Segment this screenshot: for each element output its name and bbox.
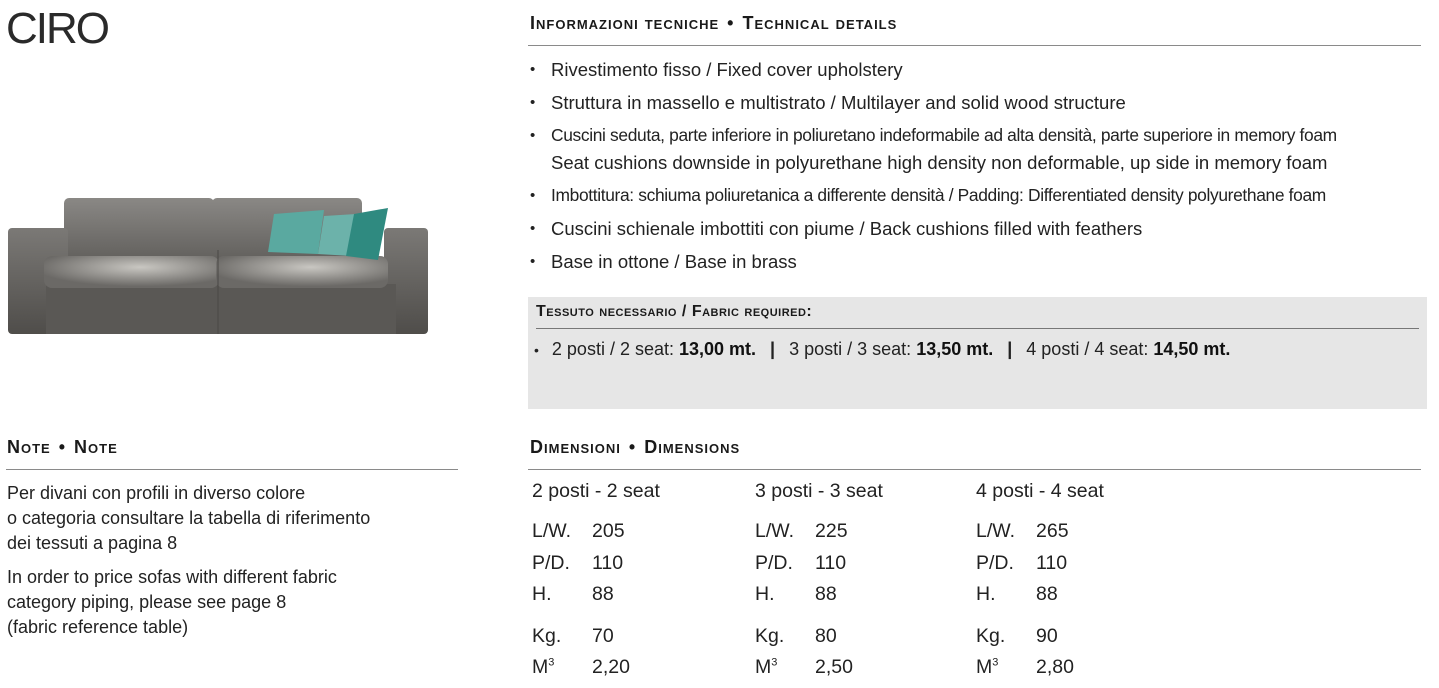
dimension-label: [753, 656, 815, 679]
dimension-row-h: [974, 579, 1184, 611]
dimension-label: L/W.: [532, 520, 572, 543]
heading-separator: •: [628, 437, 637, 457]
list-item-en: Seat cushions downside in polyurethane high density non deformable, up side in memory foam: [551, 152, 1328, 173]
fabric-label-4: 4 posti / 4 seat:: [1026, 339, 1149, 359]
dimension-row-pd: [974, 548, 1184, 580]
fabric-value-4: 14,50 mt.: [1153, 339, 1231, 359]
dimension-value: 110: [815, 551, 847, 574]
list-item: • Base in ottone / Base in brass: [530, 248, 1435, 275]
list-item: • Struttura in massello e multistrato / Multilayer and solid wood structure: [530, 89, 1435, 116]
dimension-row-h: [753, 579, 963, 611]
dimension-row-m3: [753, 652, 963, 684]
technical-heading-it: Informazioni tecniche: [530, 13, 720, 33]
dimension-row-kg: [974, 621, 1184, 653]
note-line: o categoria consultare la tabella di riferimento: [7, 508, 371, 528]
dimension-label-sup: 3: [992, 656, 999, 669]
fabric-value-2: 13,00 mt.: [679, 339, 757, 359]
dimensions-column-header: 4 posti - 4 seat: [976, 480, 1104, 502]
note-rule: [6, 469, 458, 470]
dimensions-column-header: 2 posti - 2 seat: [532, 480, 660, 502]
dimension-label: Kg.: [755, 624, 785, 647]
dimension-row-lw: [974, 516, 1184, 548]
technical-list: [530, 56, 1435, 281]
dimension-label: P/D.: [976, 551, 1014, 574]
note-text: [7, 481, 459, 649]
dimensions-heading-it: Dimensioni: [530, 437, 621, 457]
dimensions-column-4-seat: [974, 480, 1184, 684]
technical-heading-en: Technical details: [742, 13, 898, 33]
sofa-image: [6, 190, 431, 350]
dimension-value: 70: [592, 624, 614, 647]
fabric-separator: |: [1007, 339, 1013, 359]
dimension-row-lw: [753, 516, 963, 548]
heading-separator: •: [58, 437, 67, 457]
dimension-value: 2,80: [1036, 656, 1074, 679]
fabric-line: [534, 339, 1230, 360]
dimension-value: 110: [592, 551, 624, 574]
dimension-label: L/W.: [976, 520, 1016, 543]
dimension-row-pd: [753, 548, 963, 580]
note-line: In order to price sofas with different fabric: [7, 567, 337, 587]
dimension-label-sup: 3: [771, 656, 778, 669]
dimensions-column-3-seat: [753, 480, 963, 684]
dimension-label: H.: [532, 583, 552, 606]
list-item: • Imbottitura: schiuma poliuretanica a differente densità / Padding: Differentiated density polyurethane foam: [530, 182, 1435, 209]
fabric-rule: [536, 328, 1419, 329]
dimensions-heading-en: Dimensions: [644, 437, 741, 457]
dimension-label: L/W.: [755, 520, 795, 543]
note-line: Per divani con profili in diverso colore: [7, 483, 306, 503]
dimension-value: 88: [815, 583, 837, 606]
heading-separator: •: [727, 13, 735, 33]
dimension-value: 2,50: [815, 656, 853, 679]
list-item: • Rivestimento fisso / Fixed cover upholstery: [530, 56, 1435, 83]
dimension-label: H.: [976, 583, 996, 606]
list-item: [530, 122, 1435, 176]
fabric-separator: |: [770, 339, 776, 359]
dimension-label: Kg.: [976, 624, 1006, 647]
dimension-label-m: M: [976, 656, 993, 679]
dimension-label: P/D.: [755, 551, 793, 574]
dimension-row-m3: [974, 652, 1184, 684]
dimension-label-sup: 3: [548, 656, 555, 669]
dimension-value: 110: [1036, 551, 1068, 574]
dimension-label: [974, 656, 1036, 679]
fabric-label-2: 2 posti / 2 seat:: [551, 339, 674, 359]
dimension-row-h: [530, 579, 740, 611]
dimensions-column-header: 3 posti - 3 seat: [755, 480, 883, 502]
technical-details-heading: [530, 13, 897, 34]
note-heading-en: Note: [74, 437, 118, 457]
dimension-label-m: M: [532, 656, 549, 679]
dimension-label: Kg.: [532, 624, 562, 647]
fabric-label-3: 3 posti / 3 seat:: [789, 339, 912, 359]
dimension-label-m: M: [755, 656, 772, 679]
dimensions-rule: [528, 469, 1421, 470]
dimension-label: P/D.: [532, 551, 570, 574]
fabric-value-3: 13,50 mt.: [916, 339, 994, 359]
dimension-value: 90: [1036, 624, 1058, 647]
dimension-label: [530, 656, 592, 679]
fabric-required-box: [528, 297, 1427, 409]
fabric-heading: Tessuto necessario / Fabric required:: [536, 303, 813, 320]
dimension-row-lw: [530, 516, 740, 548]
dimension-row-kg: [530, 621, 740, 653]
product-title: CIRO: [6, 4, 108, 53]
dimension-value: 225: [815, 520, 848, 543]
note-paragraph-it: [7, 481, 459, 556]
note-line: category piping, please see page 8: [7, 592, 287, 612]
dimension-row-pd: [530, 548, 740, 580]
dimension-value: 80: [815, 624, 837, 647]
dimension-row-kg: [753, 621, 963, 653]
technical-rule: [528, 45, 1421, 46]
dimension-row-m3: [530, 652, 740, 684]
dimensions-heading: [530, 437, 740, 458]
note-heading-it: Note: [7, 437, 51, 457]
list-item: • Cuscini schienale imbottiti con piume / Back cushions filled with feathers: [530, 215, 1435, 242]
dimension-value: 2,20: [592, 656, 630, 679]
dimension-value: 265: [1036, 520, 1069, 543]
note-paragraph-en: [7, 565, 459, 640]
note-line: dei tessuti a pagina 8: [7, 533, 178, 553]
dimension-value: 205: [592, 520, 625, 543]
bullet: •: [534, 342, 539, 358]
dimensions-column-2-seat: [530, 480, 740, 684]
dimension-value: 88: [1036, 583, 1058, 606]
note-line: (fabric reference table): [7, 617, 189, 637]
list-item-it: Cuscini seduta, parte inferiore in poliuretano indeformabile ad alta densità, parte superiore in memory foam: [551, 125, 1337, 145]
dimension-value: 88: [592, 583, 614, 606]
note-heading: [7, 437, 118, 458]
dimension-label: H.: [755, 583, 775, 606]
